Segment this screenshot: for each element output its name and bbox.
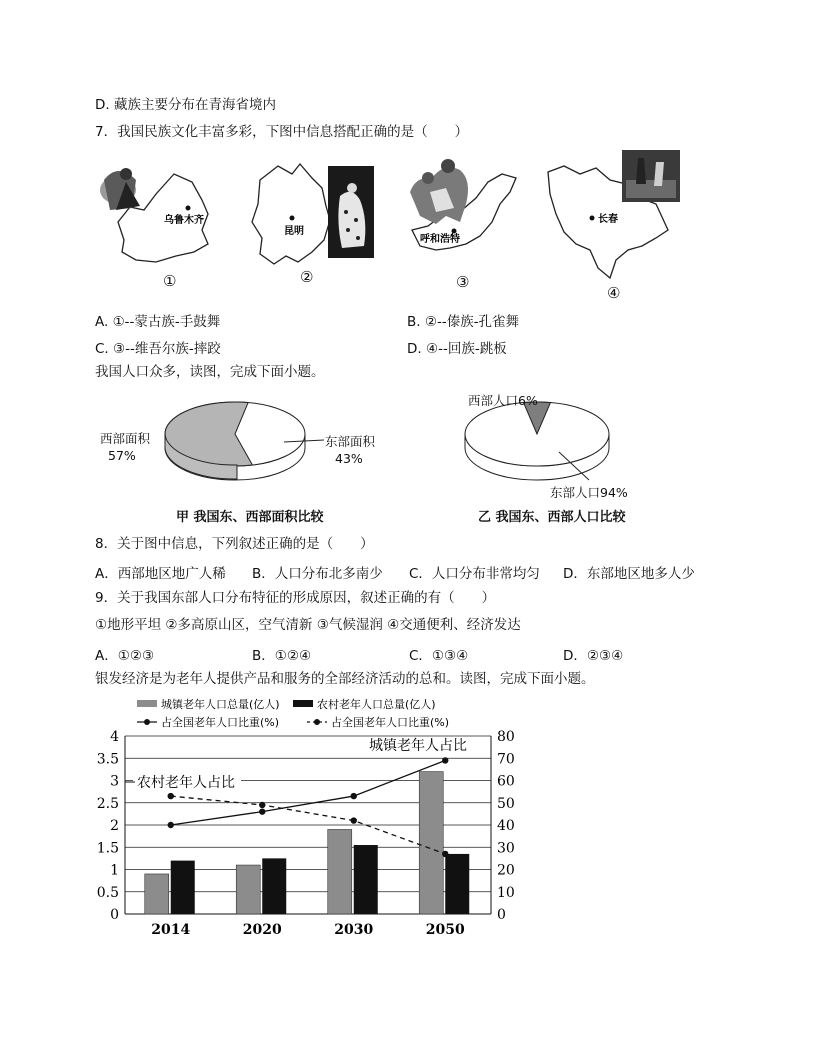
- x-tick-label: 2030: [334, 922, 374, 938]
- intro-8-9: 我国人口众多，读图，完成下面小题。: [95, 364, 325, 380]
- q7-option-a[interactable]: A. ①--蒙古族-手鼓舞: [95, 314, 221, 330]
- map-jilin: [544, 150, 684, 300]
- legend-marker-rural: [314, 719, 320, 725]
- point-urban-share-2020: [259, 808, 265, 814]
- x-tick-label: 2050: [425, 922, 465, 938]
- y-right-tick-label: 30: [497, 840, 515, 857]
- pie-yi-east-label: 东部人口94%: [550, 485, 628, 500]
- q7-option-c[interactable]: C. ③--维吾尔族-摔跤: [95, 341, 221, 357]
- point-rural-share-2030: [351, 817, 357, 823]
- legend-label-urban: 城镇老年人口总量(亿人): [161, 698, 280, 711]
- y-right-tick-label: 70: [497, 751, 515, 768]
- point-urban-share-2050: [442, 757, 448, 763]
- q8-option-a[interactable]: A．西部地区地广人稀: [95, 566, 226, 582]
- map-marker-4: ④: [607, 284, 621, 302]
- point-urban-share-2014: [168, 822, 174, 828]
- pie-yi-west-label: 西部人口6%: [468, 393, 538, 408]
- annotation-rural-share: 农村老年人占比: [137, 775, 235, 791]
- city-label-kunming: 昆明: [284, 226, 304, 237]
- q6-option-d: D. 藏族主要分布在青海省境内: [95, 97, 276, 113]
- bar-rural-2020: [262, 858, 286, 914]
- city-label-urumqi: 乌鲁木齐: [164, 215, 204, 226]
- y-left-tick-label: 4: [110, 729, 119, 745]
- legend-label-rural: 农村老年人口总量(亿人): [317, 698, 436, 711]
- map-marker-1: ①: [163, 272, 177, 290]
- pie-yi-caption: 乙 我国东、西部人口比较: [478, 510, 626, 525]
- q9-option-c[interactable]: C．①③④: [409, 648, 469, 664]
- legend-label-urban-share: 占全国老年人口比重(%): [161, 716, 280, 729]
- q9-option-a[interactable]: A．①②③: [95, 648, 155, 664]
- point-urban-share-2030: [351, 793, 357, 799]
- chart-legend: [137, 697, 449, 729]
- pie-jia-leader-line: [280, 430, 330, 450]
- map-marker-3: ③: [456, 273, 470, 291]
- pie-jia-caption: 甲 我国东、西部面积比较: [176, 510, 324, 525]
- bar-urban-2030: [328, 829, 352, 914]
- y-right-tick-label: 10: [497, 884, 515, 901]
- point-rural-share-2014: [168, 793, 174, 799]
- peacock-dancer-photo-icon: [328, 166, 374, 258]
- q8-option-c[interactable]: C．人口分布非常均匀: [409, 566, 540, 582]
- y-right-tick-label: 20: [497, 862, 515, 879]
- q9-option-b[interactable]: B．①②④: [252, 648, 312, 664]
- y-left-tick-label: 3.5: [96, 751, 119, 768]
- bar-rural-2050: [445, 854, 469, 914]
- y-right-tick-label: 50: [497, 795, 515, 812]
- y-right-tick-label: 80: [497, 729, 515, 745]
- city-label-changchun: 长春: [598, 214, 618, 225]
- y-right-tick-label: 60: [497, 773, 515, 790]
- q7-option-d[interactable]: D. ④--回族-跳板: [407, 341, 507, 357]
- legend-swatch-rural: [293, 700, 313, 707]
- y-left-tick-label: 2.5: [96, 795, 119, 812]
- pie-yi-leader-line: [555, 450, 595, 486]
- point-rural-share-2050: [442, 851, 448, 857]
- bar-urban-2020: [236, 865, 260, 914]
- q9-stem: 9．关于我国东部人口分布特征的形成原因，叙述正确的有（ ）: [95, 590, 496, 606]
- y-left-tick-label: 0: [110, 907, 119, 923]
- x-tick-label: 2020: [242, 922, 282, 938]
- q9-option-d[interactable]: D．②③④: [563, 648, 624, 664]
- q7-option-b[interactable]: B. ②--傣族-孔雀舞: [407, 314, 520, 330]
- q8-option-b[interactable]: B．人口分布北多南少: [252, 566, 383, 582]
- map-marker-2: ②: [300, 268, 314, 286]
- map-inner-mongolia: [406, 152, 526, 280]
- y-left-tick-label: 0.5: [96, 884, 119, 901]
- bar-rural-2030: [354, 845, 378, 914]
- q8-option-d[interactable]: D．东部地区地多人少: [563, 566, 695, 582]
- pie-jia-east-label: 东部面积 43%: [325, 434, 376, 466]
- x-tick-label: 2014: [151, 922, 191, 938]
- wrestlers-photo-icon: [410, 159, 468, 224]
- legend-label-rural-share: 占全国老年人口比重(%): [331, 716, 450, 729]
- q7-stem: 7．我国民族文化丰富多彩，下图中信息搭配正确的是（ ）: [95, 124, 469, 140]
- y-right-tick-label: 40: [497, 818, 515, 834]
- y-left-tick-label: 1: [110, 862, 119, 879]
- point-rural-share-2020: [259, 802, 265, 808]
- y-left-tick-label: 1.5: [96, 840, 119, 857]
- y-left-tick-label: 2: [110, 818, 119, 834]
- intro-silver-economy: 银发经济是为老年人提供产品和服务的全部经济活动的总和。读图，完成下面小题。: [95, 671, 595, 687]
- pie-jia-west-label: 西部面积 57%: [100, 431, 151, 463]
- y-right-tick-label: 0: [497, 907, 506, 923]
- springboard-photo-icon: [622, 150, 680, 202]
- city-label-hohhot: 呼和浩特: [420, 234, 460, 245]
- map-xinjiang: [96, 152, 226, 292]
- q9-statements: ①地形平坦 ②多高原山区，空气清新 ③气候湿润 ④交通便利、经济发达: [95, 617, 521, 633]
- legend-swatch-urban: [137, 700, 157, 707]
- line-urban-share: [171, 760, 446, 825]
- bar-urban-2014: [145, 874, 169, 914]
- bar-rural-2014: [171, 861, 195, 914]
- q8-stem: 8．关于图中信息，下列叙述正确的是（ ）: [95, 536, 374, 552]
- silver-economy-chart: [95, 694, 525, 944]
- y-left-tick-label: 3: [110, 773, 119, 790]
- dancer-photo-icon: [100, 168, 140, 210]
- bar-urban-2050: [419, 772, 443, 914]
- annotation-urban-share: 城镇老年人占比: [369, 738, 467, 754]
- legend-marker-urban: [144, 719, 150, 725]
